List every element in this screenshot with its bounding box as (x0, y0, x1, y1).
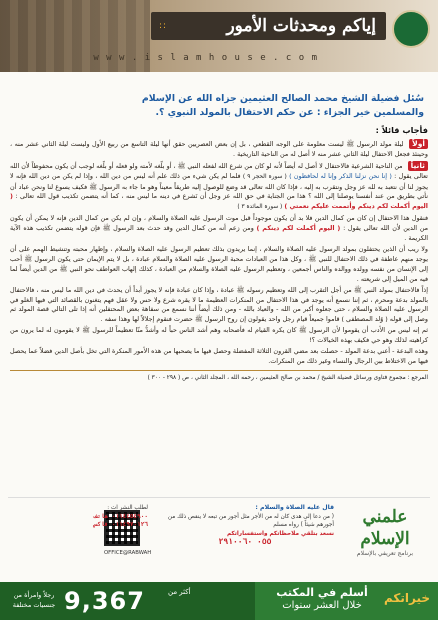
paragraph-fifth: إذاً فالاحتفال بمولد النبي ﷺ من أجل التقرب إلى الله وتعظيم رسوله ﷺ عبادة ، وإذا كان عبادة فإنه لا يجوز أبداً أن يحدث في دين الله ما ليس منه ، فالاحتفال بالمولد بدعة ومحرم ، ثم إننا نسمع أنه يوجد في هذا الاحتفال من المنكرات العظيمة ما لا يقره شرع ولا حس ولا عقل فهم يتغنون بالقصائد التي فيها الغلو في الرسول عليه الصلاة والسلام ، حتى جعلوه أكبر من الله - والعياذ بالله - ومن ذلك أيضاً أننا نسمع من سفاهة بعض المحتفلين أنه إذا تلى التالي قصة المولد ثم وصل إلى قوله ( وُلد المصطفى ) قاموا جميعاً قيام رجل واحد يقولون إن روح الرسول ﷺ حضرت فنقوم إجلالاً لها وهذا سفه . (10, 285, 428, 324)
paragraph-first (10, 139, 428, 160)
paragraph-fourth: ولا ريب أن الذين يحتفلون بمولد الرسول عليه الصلاة والسلام ، إنما يريدون بذلك تعظيم الرسول عليه الصلاة والسلام ، وإظهار محبته وتنشيط الهمم على أن يوجد منهم عاطفة في ذلك الاحتفال للنبي ﷺ ، وكل هذا من العبادات محبة الرسول عليه الصلاة والسلام عبادة ، بل لا يتم الإيمان حتى يكون الرسول ﷺ أحب إلى الإنسان من نفسه وولده ووالده والناس أجمعين ، وتعظيم الرسول عليه الصلاة والسلام من العبادة ، كذلك إلهاب العواطف نحو النبي ﷺ من الدين أيضاً لما فيه من الميل إلى شريعته . (10, 244, 428, 283)
paragraph-second-cont: فلما لم يكن شيء من ذلك علم أنه ليس من دين الله ، وإذا لم يكن من دين الله فإنه لا يجوز لنا أن نتعبد به لله عز وجل ونتقرب به إليه ، فإذا كان الله تعالى قد وضع للوصول إليه طريقاً معيناً وهو ما جاء به الرسول ﷺ فكيف يسوغ لنا ونحن عباد أن نأتي بطريق من عند أنفسنا يوصلنا إلى الله ؟ هذا من الجناية في حق الله عز وجل أن نَشرع في دينه ما ليس منه ، كما أنه يتضمن تكذيب قول الله تعالى : (10, 171, 428, 201)
logo (392, 10, 430, 48)
quran-quote-1: ( إنا نحن نزلنا الذكر وإنا له لحافظون ) (289, 171, 392, 180)
tag-second: ثانياً (408, 161, 428, 171)
answer-heading: فأجاب قائلاً : (375, 125, 428, 135)
quran-quote-2: ( اليوم أكملت لكم دينكم وأتممت عليكم نعمتي ) (10, 192, 428, 211)
quote-ref-2: ( سورة المائدة ٣ ) (237, 204, 283, 211)
stat-count: 9,367 (64, 587, 145, 615)
program-logo (344, 506, 426, 564)
feedback-phone[interactable]: ٠٥٥ ٢٩١٠٠٦٠ (218, 537, 272, 546)
stat-label: رجلاً وامرأة من جنسيات مختلفة (12, 591, 56, 609)
stat-prefix: أكثر من (168, 588, 191, 596)
page-title: إياكم ومحدثات الأمور (226, 16, 376, 36)
program-logo-subtitle: برنامج تعريفي بالإسلام (356, 550, 414, 557)
paragraph-third-cont: ومن زعم أنه من كمال الدين وقد حدث بعد الرسول ﷺ فإن قوله يتضمن تكذيب هذه الآية الكريمة . (10, 224, 428, 243)
title-dots: :: (159, 21, 168, 31)
paragraph-third (10, 214, 428, 244)
site-url[interactable]: w w w . i s l a m h o u s e . c o m (93, 53, 318, 63)
paragraph-seventh: وهذه البدعة - أعني بدعة المولد - حصلت بعد مضي القرون الثلاثة المفضلة وحصل فيها ما يصحبها من هذه الأمور المنكرة التي تخل بأصل الدين فضلاً عما يحصل فيها من الاختلاط بين الرجال والنساء وغير ذلك من المنكرات. (10, 347, 428, 365)
paragraph-sixth: ثم إنه ليس من الأدب أن يقوموا لأن الرسول ﷺ كان يكره القيام له فأصحابه وهم أشد الناس حباً له وأشدُّ منّا تعظيماً للرسول ﷺ لا يقومون له لما يرون من كراهيته لذلك وهو حي فكيف بهذه الخيالات ؟! (10, 326, 428, 345)
paragraph-third-text: فنقول هذا الاحتفال إن كان من كمال الدين فلا بد أن يكون موجوداً قبل موت الرسول عليه الصلاة والسلام ، وإن لم يكن من كمال الدين فإنه لا يمكن أن يكون من الدين لأن الله تعالى يقول : (10, 214, 428, 233)
title-band (151, 12, 386, 40)
office-label: OFFICE@RABWAH (104, 550, 152, 556)
tag-first: أولاً (409, 139, 428, 149)
paragraph-second-text: من الناحية الشرعية فالاحتفال لا أصل له أيضاً لأنه لو كان من شرع الله لفعله النبي ﷺ ، أو بلّغه لأمته ولو فعله أو بلّغه لوجب أن يكون محفوظاً لأن الله تعالى يقول : (10, 161, 428, 180)
feedback-line: نسعد بتلقي ملاحظاتكم واستفساراتكم (226, 530, 334, 537)
footer-end-label: خيراتكم (383, 591, 430, 605)
footer-message (262, 586, 382, 612)
paragraph-first-text: ليلة مولد الرسول ﷺ ليست معلومة على الوجه القطعي ، بل إن بعض العصريين حقق أنها ليلة التاسع من ربيع الأول وليست ليلة الثاني عشر منه ، وحينئذ فجعل الاحتفال ليلة الثاني عشر منه لا أصل له من الناحية التاريخية . (10, 139, 428, 158)
footer-message-line2: خلال العشر سنوات (282, 600, 362, 611)
hadith-text: ( من دعا إلى هدى كان له من الأجر مثل أجور من تبعه لا ينقص ذلك من أجورهم شيئاً ) رواه مسلم (167, 513, 334, 528)
paragraph-second (10, 161, 428, 214)
question-text: سُئل فضيلة الشيخ محمد الصالح العثيمين جزاه الله عن الإسلام والمسلمين خير الجزاء : عن حكم الاحتفال بالمولد النبوي ؟. (141, 93, 424, 118)
article-body (10, 126, 428, 384)
info-panel (8, 497, 430, 575)
quran-quote-3: ( اليوم أكملت لكم دينكم ) (256, 224, 341, 233)
fax-number[interactable]: ٠١١٤٩٧٠١٢٦ فاكس (93, 521, 148, 528)
footer-bar (0, 582, 438, 620)
divider (10, 370, 428, 371)
phone-number[interactable]: ٠١١٤٤٥٤٩٠٠ هاتف (93, 512, 148, 520)
source-reference: المرجع : مجموع فتاوى ورسائل فضيلة الشيخ / محمد بن صالح العثيمين ، رحمه الله ، المجلد الثاني ، ص ( ٢٩٨ - ٣٠٠ ) (147, 374, 428, 381)
hadith-box (156, 504, 334, 547)
quote-ref-1: ( سورة الحجر ٩ ) (242, 173, 287, 180)
contact-title: لطلب النشر ات : (107, 505, 148, 511)
program-logo-title: علمني الإسلام (360, 507, 410, 549)
hadith-title: قال عليه الصلاة والسلام : (255, 504, 334, 511)
contact-block (8, 504, 148, 530)
header-banner (0, 0, 438, 72)
footer-message-line1: أسلم في المكتب (276, 586, 368, 599)
